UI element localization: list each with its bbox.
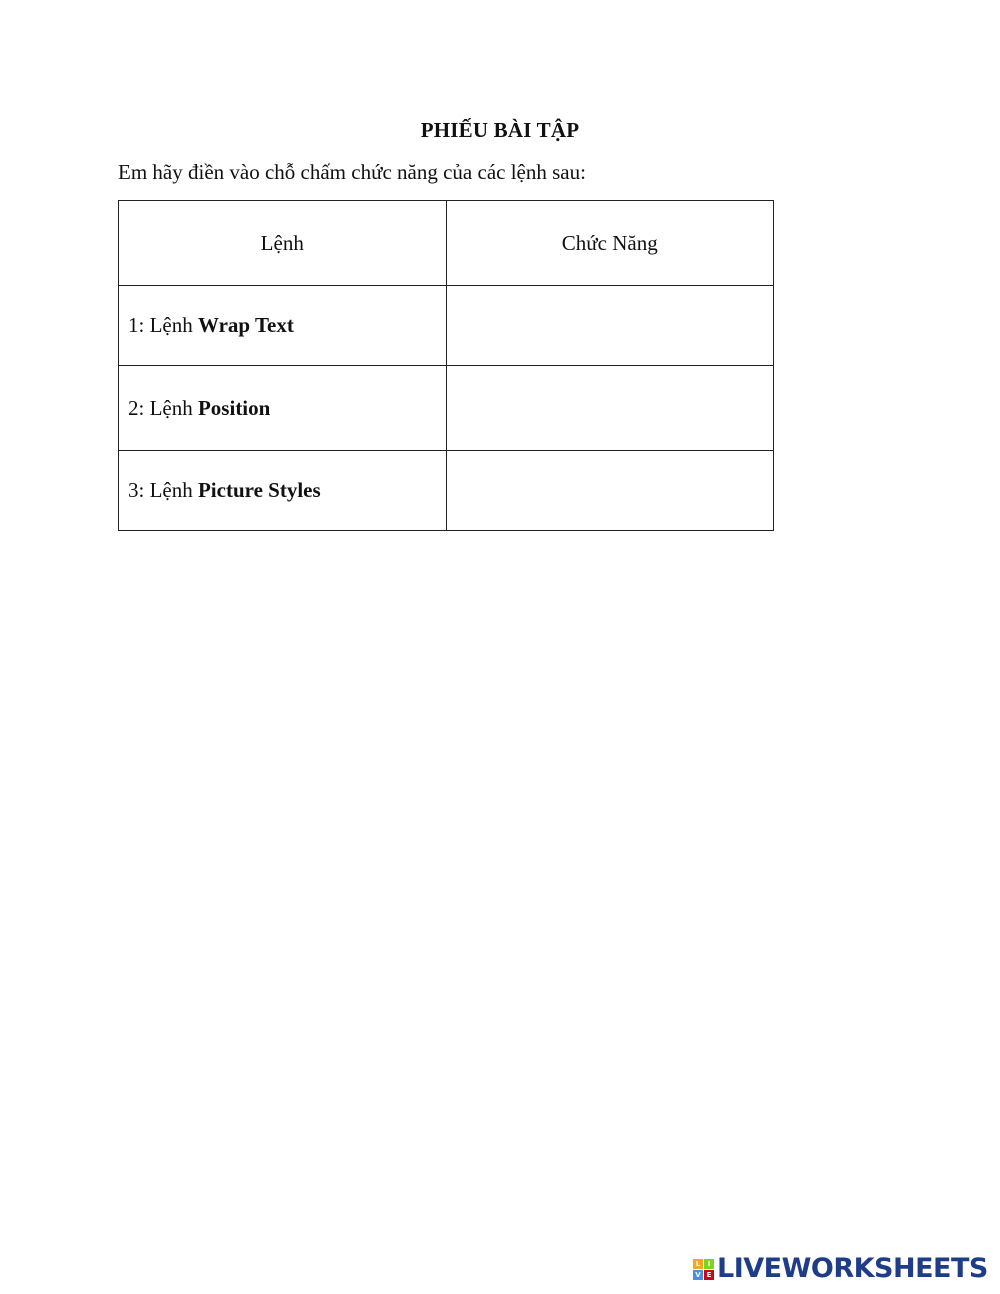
liveworksheets-logo <box>693 1252 988 1286</box>
command-prefix: 2: Lệnh <box>128 395 198 420</box>
answer-field[interactable] <box>446 451 774 531</box>
page-title: PHIẾU BÀI TẬP <box>420 118 580 142</box>
logo-mark-tile: L <box>693 1259 703 1269</box>
logo-mark-icon <box>693 1259 714 1280</box>
logo-mark-tile: E <box>704 1270 714 1280</box>
logo-mark-tile: I <box>704 1259 714 1269</box>
instruction-text: Em hãy điền vào chỗ chấm chức năng của các lệnh sau: <box>118 160 586 184</box>
logo-mark-tile: V <box>693 1270 703 1280</box>
header-command: Lệnh <box>119 201 447 286</box>
command-name: Picture Styles <box>197 478 321 502</box>
commands-table <box>118 200 774 531</box>
table-row <box>119 366 774 451</box>
answer-field[interactable] <box>446 366 774 451</box>
answer-field[interactable] <box>446 286 774 366</box>
table-row <box>119 286 774 366</box>
command-cell <box>119 451 447 531</box>
command-prefix: 1: Lệnh <box>128 313 198 337</box>
command-cell <box>119 286 447 366</box>
header-function: Chức Năng <box>446 201 774 286</box>
table-header-row <box>119 201 774 286</box>
command-name: Wrap Text <box>197 313 294 337</box>
command-prefix: 3: Lệnh <box>128 478 198 502</box>
table-row <box>119 451 774 531</box>
command-name: Position <box>197 395 271 420</box>
command-cell <box>119 366 447 451</box>
logo-text: LIVEWORKSHEETS <box>717 1253 988 1284</box>
